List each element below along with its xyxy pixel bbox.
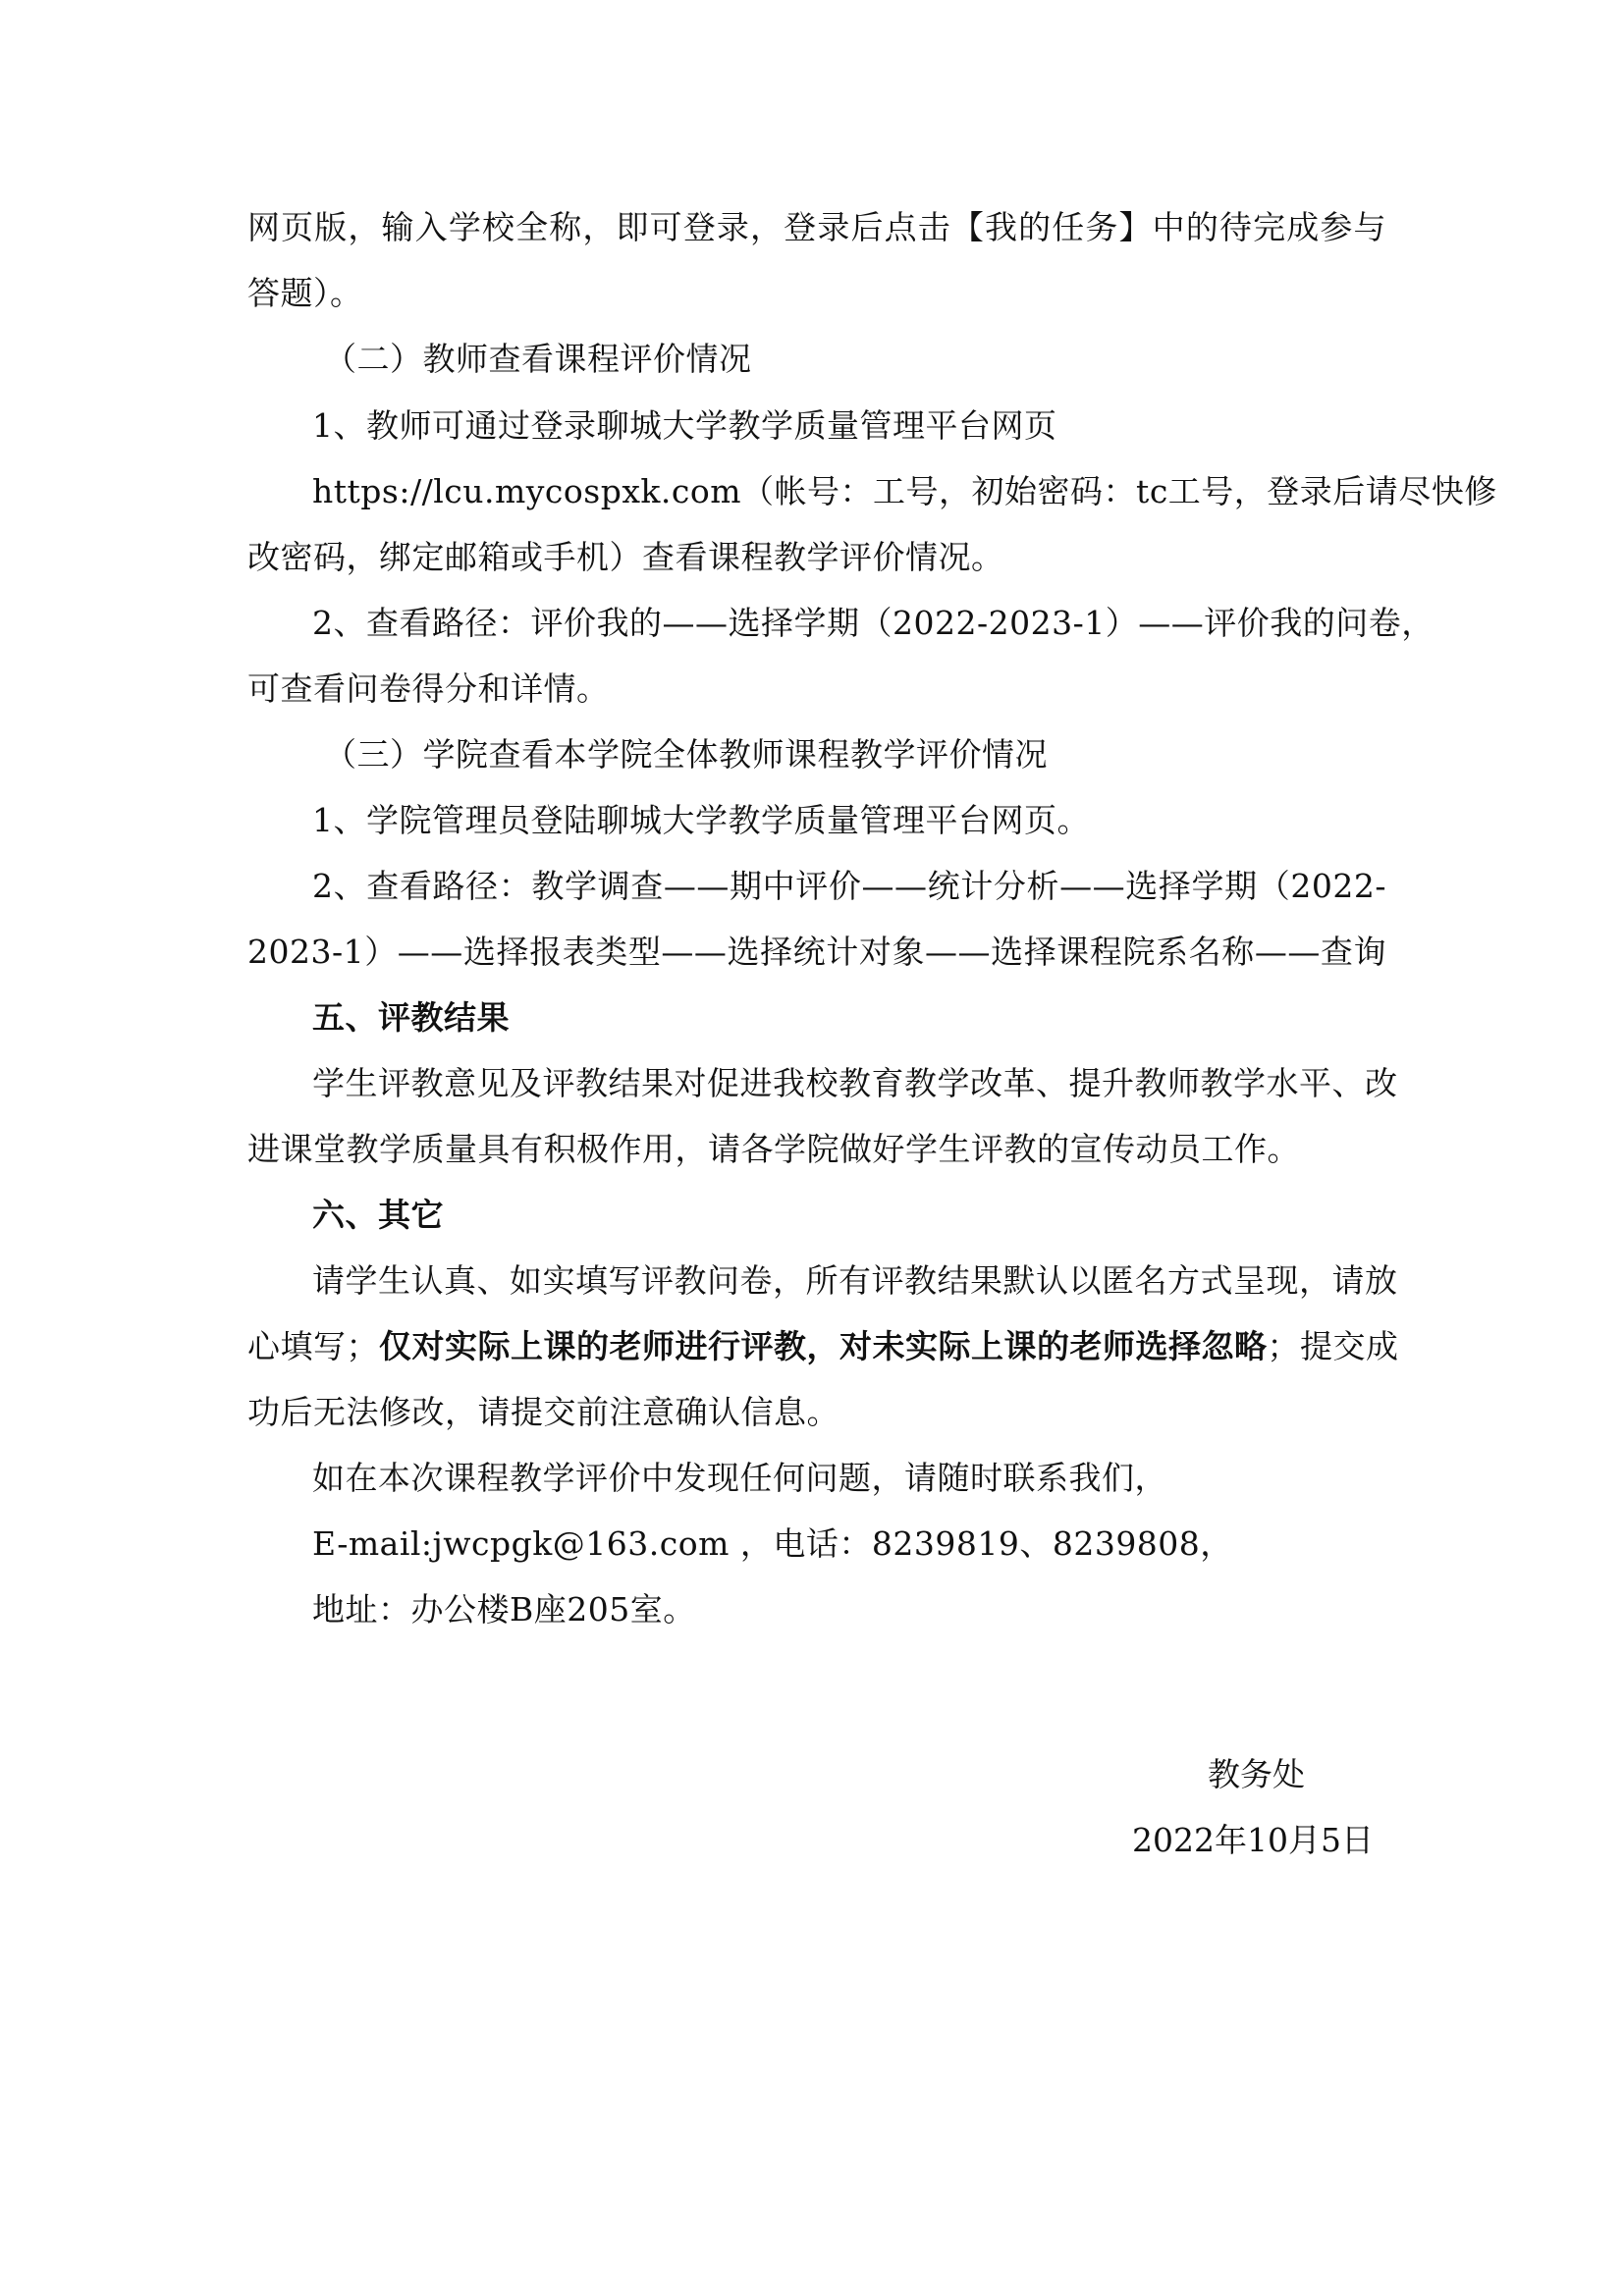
paragraph-line: 2023-1）——选择报表类型——选择统计对象——选择课程院系名称——查询	[247, 933, 1386, 971]
section-heading: （二）教师查看课程评价情况	[324, 340, 752, 378]
paragraph-line: 答题）。	[247, 274, 363, 312]
paragraph-line: 可查看问卷得分和详情。	[247, 669, 610, 708]
paragraph-line: 2、查看路径：评价我的——选择学期（2022-2023-1）——评价我的问卷，	[312, 604, 1435, 642]
emphasis-text: 仅对实际上课的老师进行评教，对未实际上课的老师选择忽略	[379, 1327, 1268, 1365]
paragraph-line-mixed	[247, 1325, 1399, 1368]
paragraph-line: 如在本次课程教学评价中发现任何问题，请随时联系我们，	[312, 1459, 1167, 1497]
section-title: 五、评教结果	[312, 998, 510, 1037]
paragraph-line: 功后无法修改，请提交前注意确认信息。	[247, 1393, 839, 1431]
section-title: 六、其它	[312, 1196, 444, 1234]
paragraph-line: 学生评教意见及评教结果对促进我校教育教学改革、提升教师教学水平、改	[312, 1064, 1398, 1102]
signature-office: 教务处	[1208, 1755, 1305, 1793]
text-run: 心填写；	[247, 1327, 379, 1365]
section-heading: （三）学院查看本学院全体教师课程教学评价情况	[324, 735, 1048, 774]
paragraph-line: https://lcu.mycospxk.com（帐号：工号，初始密码：tc工号，登录后请尽快修	[312, 472, 1497, 510]
signature-date: 2022年10月5日	[1132, 1821, 1374, 1859]
address-line: 地址：办公楼B座205室。	[312, 1590, 696, 1629]
paragraph-line: 1、学院管理员登陆聊城大学教学质量管理平台网页。	[312, 801, 1090, 839]
paragraph-line: 改密码，绑定邮箱或手机）查看课程教学评价情况。	[247, 538, 1004, 576]
text-run: ；提交成	[1267, 1327, 1399, 1365]
contact-line: E-mail:jwcpgk@163.com ，电话：8239819、8239808，	[312, 1524, 1233, 1563]
paragraph-line: 2、查看路径：教学调查——期中评价——统计分析——选择学期（2022-	[312, 867, 1386, 905]
paragraph-line: 请学生认真、如实填写评教问卷，所有评教结果默认以匿名方式呈现，请放	[312, 1261, 1398, 1300]
paragraph-line: 1、教师可通过登录聊城大学教学质量管理平台网页	[312, 406, 1057, 445]
paragraph-line: 网页版，输入学校全称，即可登录，登录后点击【我的任务】中的待完成参与	[247, 208, 1386, 246]
paragraph-line: 进课堂教学质量具有积极作用，请各学院做好学生评教的宣传动员工作。	[247, 1130, 1300, 1168]
